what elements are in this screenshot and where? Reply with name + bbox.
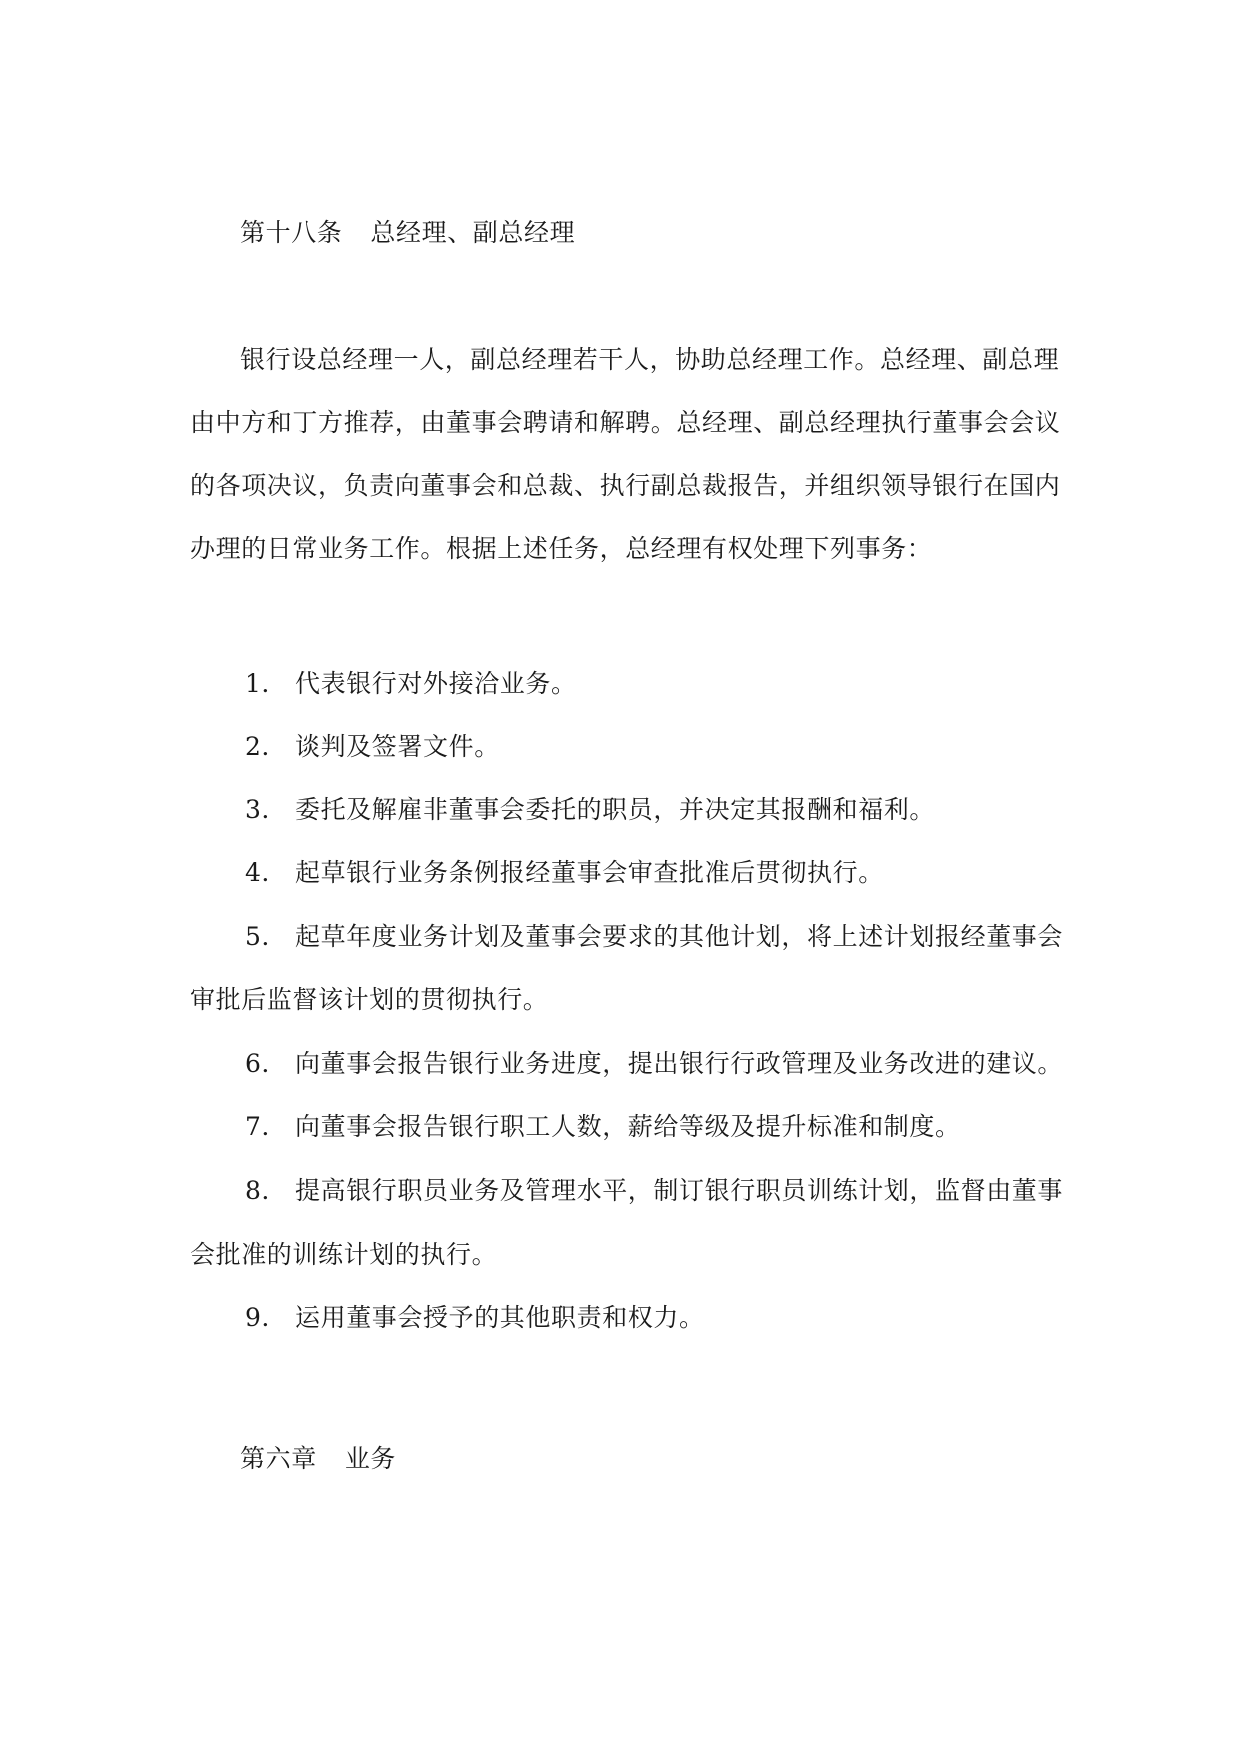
list-item-3 [240,795,935,825]
list-item-8-continuation: 会批准的训练计划的执行。 [190,1240,498,1269]
item-text: 运用董事会授予的其他职责和权力。 [295,1303,705,1332]
item-text: 提高银行职员业务及管理水平，制订银行职员训练计划，监督由董事 [295,1176,1064,1205]
item-text: 起草银行业务条例报经董事会审查批准后贯彻执行。 [295,858,884,887]
item-text: 起草年度业务计划及董事会要求的其他计划，将上述计划报经董事会 [295,922,1064,951]
item-text: 向董事会报告银行职工人数，薪给等级及提升标准和制度。 [295,1112,961,1141]
list-item-5-continuation: 审批后监督该计划的贯彻执行。 [190,985,549,1014]
list-item-6 [240,1049,1063,1079]
intro-line-3: 的各项决议，负责向董事会和总裁、执行副总裁报告，并组织领导银行在国内 [190,471,1061,500]
item-number: 9． [245,1303,288,1332]
item-number: 3． [245,795,288,824]
intro-line-4: 办理的日常业务工作。根据上述任务，总经理有权处理下列事务： [190,534,933,563]
list-item-2 [240,732,500,762]
intro-line-2: 由中方和丁方推荐，由董事会聘请和解聘。总经理、副总经理执行董事会会议 [190,408,1061,437]
item-number: 8． [245,1176,288,1205]
chapter-title: 业务 [344,1444,397,1473]
list-item-8 [240,1176,1063,1206]
item-number: 2． [245,732,288,761]
item-number: 7． [245,1112,288,1141]
section-heading [240,218,575,248]
list-item-9 [240,1303,705,1333]
item-text: 委托及解雇非董事会委托的职员，并决定其报酬和福利。 [295,795,936,824]
item-number: 6． [245,1049,288,1078]
section-title: 总经理、副总经理 [370,218,576,247]
item-text: 向董事会报告银行业务进度，提出银行行政管理及业务改进的建议。 [295,1049,1064,1078]
item-text: 代表银行对外接洽业务。 [295,669,577,698]
list-item-1 [240,669,577,699]
item-number: 4． [245,858,288,887]
chapter-heading [240,1444,396,1474]
list-item-7 [240,1112,961,1142]
section-number: 第十八条 [240,218,343,247]
list-item-5 [240,922,1063,952]
item-number: 1． [245,669,288,698]
item-text: 谈判及签署文件。 [295,732,500,761]
intro-line-1: 银行设总经理一人，副总经理若干人，协助总经理工作。总经理、副总理 [240,345,1060,374]
chapter-number: 第六章 [240,1444,317,1473]
list-item-4 [240,858,884,888]
item-number: 5． [245,922,288,951]
